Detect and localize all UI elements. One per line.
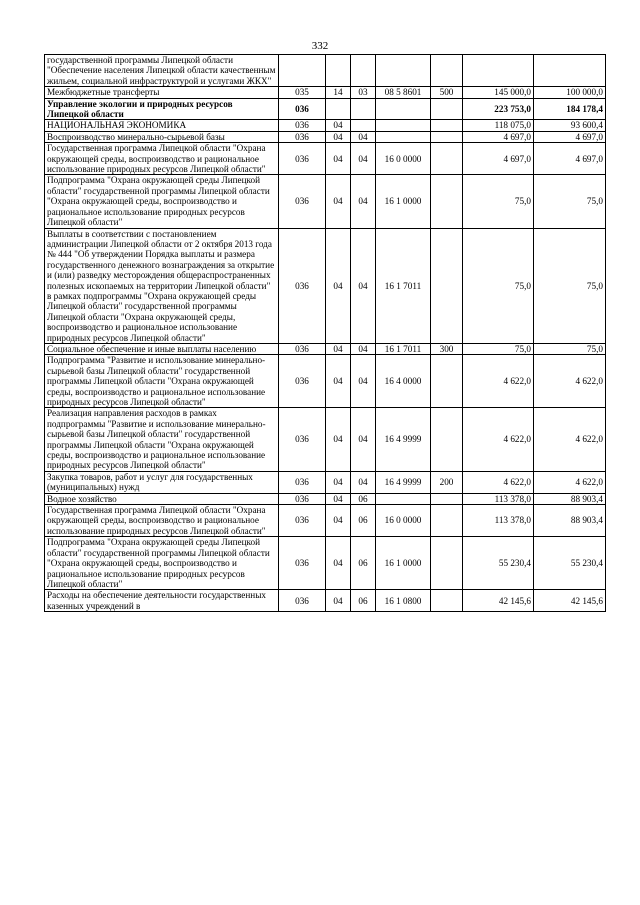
cell-rz: 04 (326, 355, 351, 408)
cell-pr: 04 (351, 131, 376, 142)
table-row (45, 343, 606, 354)
cell-csr (376, 120, 431, 131)
cell-sum-1: 4 622,0 (463, 408, 534, 471)
cell-rz: 04 (326, 408, 351, 471)
cell-sum-2: 4 622,0 (534, 408, 606, 471)
cell-ved: 036 (279, 590, 326, 612)
cell-pr: 04 (351, 343, 376, 354)
table-row (45, 120, 606, 131)
cell-vr (431, 355, 463, 408)
cell-pr: 04 (351, 228, 376, 343)
cell-name: Подпрограмма "Развитие и использование минерально-сырьевой базы Липецкой области" государственной программы Липецкой области "Охрана окружающей среды, воспроизводство и рациональное использование природных ресурсов Липецкой области" (45, 355, 279, 408)
cell-csr: 16 0 0000 (376, 505, 431, 537)
cell-ved: 036 (279, 537, 326, 590)
table-row (45, 471, 606, 493)
cell-ved: 036 (279, 175, 326, 228)
cell-pr: 04 (351, 175, 376, 228)
cell-sum-1 (463, 55, 534, 87)
cell-name: Государственная программа Липецкой области "Охрана окружающей среды, воспроизводство и рациональное использование природных ресурсов Липецкой области" (45, 143, 279, 175)
cell-ved: 036 (279, 355, 326, 408)
cell-sum-1: 4 622,0 (463, 355, 534, 408)
cell-rz (326, 98, 351, 120)
cell-csr (376, 493, 431, 504)
cell-sum-1: 55 230,4 (463, 537, 534, 590)
cell-sum-1: 75,0 (463, 343, 534, 354)
cell-ved: 036 (279, 493, 326, 504)
cell-sum-1: 75,0 (463, 228, 534, 343)
cell-sum-2: 75,0 (534, 228, 606, 343)
cell-pr: 04 (351, 471, 376, 493)
cell-csr: 16 1 0800 (376, 590, 431, 612)
cell-csr: 16 1 0000 (376, 537, 431, 590)
budget-table (44, 54, 606, 612)
cell-sum-2: 184 178,4 (534, 98, 606, 120)
cell-vr (431, 175, 463, 228)
cell-csr: 16 1 0000 (376, 175, 431, 228)
budget-table-body (45, 55, 606, 612)
cell-rz: 04 (326, 505, 351, 537)
cell-name: государственной программы Липецкой области "Обеспечение населения Липецкой области качественным жильем, социальной инфраструктурой и услугами ЖКХ" (45, 55, 279, 87)
cell-sum-1: 223 753,0 (463, 98, 534, 120)
table-row (45, 505, 606, 537)
cell-vr (431, 131, 463, 142)
cell-name: Государственная программа Липецкой области "Охрана окружающей среды, воспроизводство и рациональное использование природных ресурсов Липецкой области" (45, 505, 279, 537)
table-row (45, 98, 606, 120)
cell-name: НАЦИОНАЛЬНАЯ ЭКОНОМИКА (45, 120, 279, 131)
cell-pr: 04 (351, 408, 376, 471)
cell-csr: 16 4 9999 (376, 471, 431, 493)
cell-name: Реализация направления расходов в рамках подпрограммы "Развитие и использование минерально-сырьевой базы Липецкой области" государственной программы Липецкой области "Охрана окружающей среды, воспроизводство и рациональное использование природных ресурсов Липецкой области" (45, 408, 279, 471)
cell-vr (431, 493, 463, 504)
cell-sum-1: 113 378,0 (463, 493, 534, 504)
cell-ved: 036 (279, 408, 326, 471)
cell-csr (376, 55, 431, 87)
table-row (45, 55, 606, 87)
cell-sum-2: 4 697,0 (534, 143, 606, 175)
cell-sum-2: 93 600,4 (534, 120, 606, 131)
cell-vr: 200 (431, 471, 463, 493)
cell-rz: 04 (326, 143, 351, 175)
cell-sum-2: 55 230,4 (534, 537, 606, 590)
cell-name: Социальное обеспечение и иные выплаты населению (45, 343, 279, 354)
cell-vr: 500 (431, 87, 463, 98)
cell-sum-1: 4 697,0 (463, 143, 534, 175)
cell-ved: 036 (279, 228, 326, 343)
table-row (45, 131, 606, 142)
cell-name: Воспроизводство минерально-сырьевой базы (45, 131, 279, 142)
cell-csr: 08 5 8601 (376, 87, 431, 98)
cell-vr: 300 (431, 343, 463, 354)
cell-ved: 036 (279, 505, 326, 537)
cell-csr (376, 131, 431, 142)
cell-vr (431, 55, 463, 87)
cell-rz: 04 (326, 343, 351, 354)
cell-name: Закупка товаров, работ и услуг для государственных (муниципальных) нужд (45, 471, 279, 493)
cell-pr: 06 (351, 493, 376, 504)
cell-pr: 03 (351, 87, 376, 98)
cell-ved: 035 (279, 87, 326, 98)
table-row (45, 408, 606, 471)
cell-ved: 036 (279, 471, 326, 493)
cell-sum-2: 75,0 (534, 175, 606, 228)
table-row (45, 590, 606, 612)
table-row (45, 228, 606, 343)
table-row (45, 493, 606, 504)
cell-sum-2: 4 697,0 (534, 131, 606, 142)
cell-rz: 04 (326, 590, 351, 612)
cell-vr (431, 143, 463, 175)
cell-sum-1: 42 145,6 (463, 590, 534, 612)
cell-rz: 04 (326, 120, 351, 131)
table-row (45, 355, 606, 408)
cell-name: Управление экологии и природных ресурсов Липецкой области (45, 98, 279, 120)
cell-vr (431, 120, 463, 131)
table-row (45, 87, 606, 98)
cell-rz: 04 (326, 493, 351, 504)
cell-ved: 036 (279, 143, 326, 175)
cell-pr: 06 (351, 590, 376, 612)
cell-name: Подпрограмма "Охрана окружающей среды Липецкой области" государственной программы Липецкой области "Охрана окружающей среды, воспроизводство и рациональное использование природных ресурсов Липецкой области" (45, 175, 279, 228)
cell-sum-1: 4 697,0 (463, 131, 534, 142)
cell-sum-2: 88 903,4 (534, 505, 606, 537)
cell-name: Водное хозяйство (45, 493, 279, 504)
cell-csr: 16 0 0000 (376, 143, 431, 175)
cell-ved: 036 (279, 98, 326, 120)
cell-csr: 16 1 7011 (376, 343, 431, 354)
cell-vr (431, 590, 463, 612)
cell-rz: 14 (326, 87, 351, 98)
cell-rz (326, 55, 351, 87)
cell-vr (431, 228, 463, 343)
cell-sum-2: 4 622,0 (534, 355, 606, 408)
cell-pr: 06 (351, 537, 376, 590)
table-row (45, 175, 606, 228)
cell-sum-1: 113 378,0 (463, 505, 534, 537)
cell-ved (279, 55, 326, 87)
cell-name: Межбюджетные трансферты (45, 87, 279, 98)
cell-csr (376, 98, 431, 120)
cell-pr: 06 (351, 505, 376, 537)
cell-pr (351, 98, 376, 120)
cell-rz: 04 (326, 131, 351, 142)
cell-sum-2 (534, 55, 606, 87)
cell-sum-2: 4 622,0 (534, 471, 606, 493)
cell-pr: 04 (351, 143, 376, 175)
page-number: 332 (311, 40, 329, 52)
cell-sum-1: 118 075,0 (463, 120, 534, 131)
cell-sum-1: 4 622,0 (463, 471, 534, 493)
cell-sum-2: 75,0 (534, 343, 606, 354)
cell-sum-1: 145 000,0 (463, 87, 534, 98)
cell-pr (351, 120, 376, 131)
cell-csr: 16 4 9999 (376, 408, 431, 471)
cell-vr (431, 505, 463, 537)
cell-pr (351, 55, 376, 87)
cell-rz: 04 (326, 537, 351, 590)
table-row (45, 143, 606, 175)
cell-pr: 04 (351, 355, 376, 408)
cell-csr: 16 4 0000 (376, 355, 431, 408)
cell-ved: 036 (279, 131, 326, 142)
cell-vr (431, 98, 463, 120)
cell-name: Выплаты в соответствии с постановлением администрации Липецкой области от 2 октября 2013 года № 444 "Об утверждении Порядка выплаты и размера государственного денежного вознаграждения за открытие и (или) разведку месторождения общераспространенных полезных ископаемых на территории Липецкой области" в рамках подпрограммы "Охрана окружающей среды Липецкой области" государственной программы Липецкой области "Охрана окружающей среды, воспроизводство и рациональное использование природных ресурсов Липецкой области" (45, 228, 279, 343)
cell-rz: 04 (326, 471, 351, 493)
cell-vr (431, 408, 463, 471)
cell-name: Расходы на обеспечение деятельности государственных казенных учреждений в (45, 590, 279, 612)
cell-sum-2: 42 145,6 (534, 590, 606, 612)
cell-sum-2: 88 903,4 (534, 493, 606, 504)
cell-ved: 036 (279, 343, 326, 354)
cell-rz: 04 (326, 228, 351, 343)
cell-sum-1: 75,0 (463, 175, 534, 228)
cell-rz: 04 (326, 175, 351, 228)
table-row (45, 537, 606, 590)
cell-ved: 036 (279, 120, 326, 131)
cell-csr: 16 1 7011 (376, 228, 431, 343)
cell-name: Подпрограмма "Охрана окружающей среды Липецкой области" государственной программы Липецкой области "Охрана окружающей среды, воспроизводство и рациональное использование природных ресурсов Липецкой области" (45, 537, 279, 590)
cell-vr (431, 537, 463, 590)
cell-sum-2: 100 000,0 (534, 87, 606, 98)
